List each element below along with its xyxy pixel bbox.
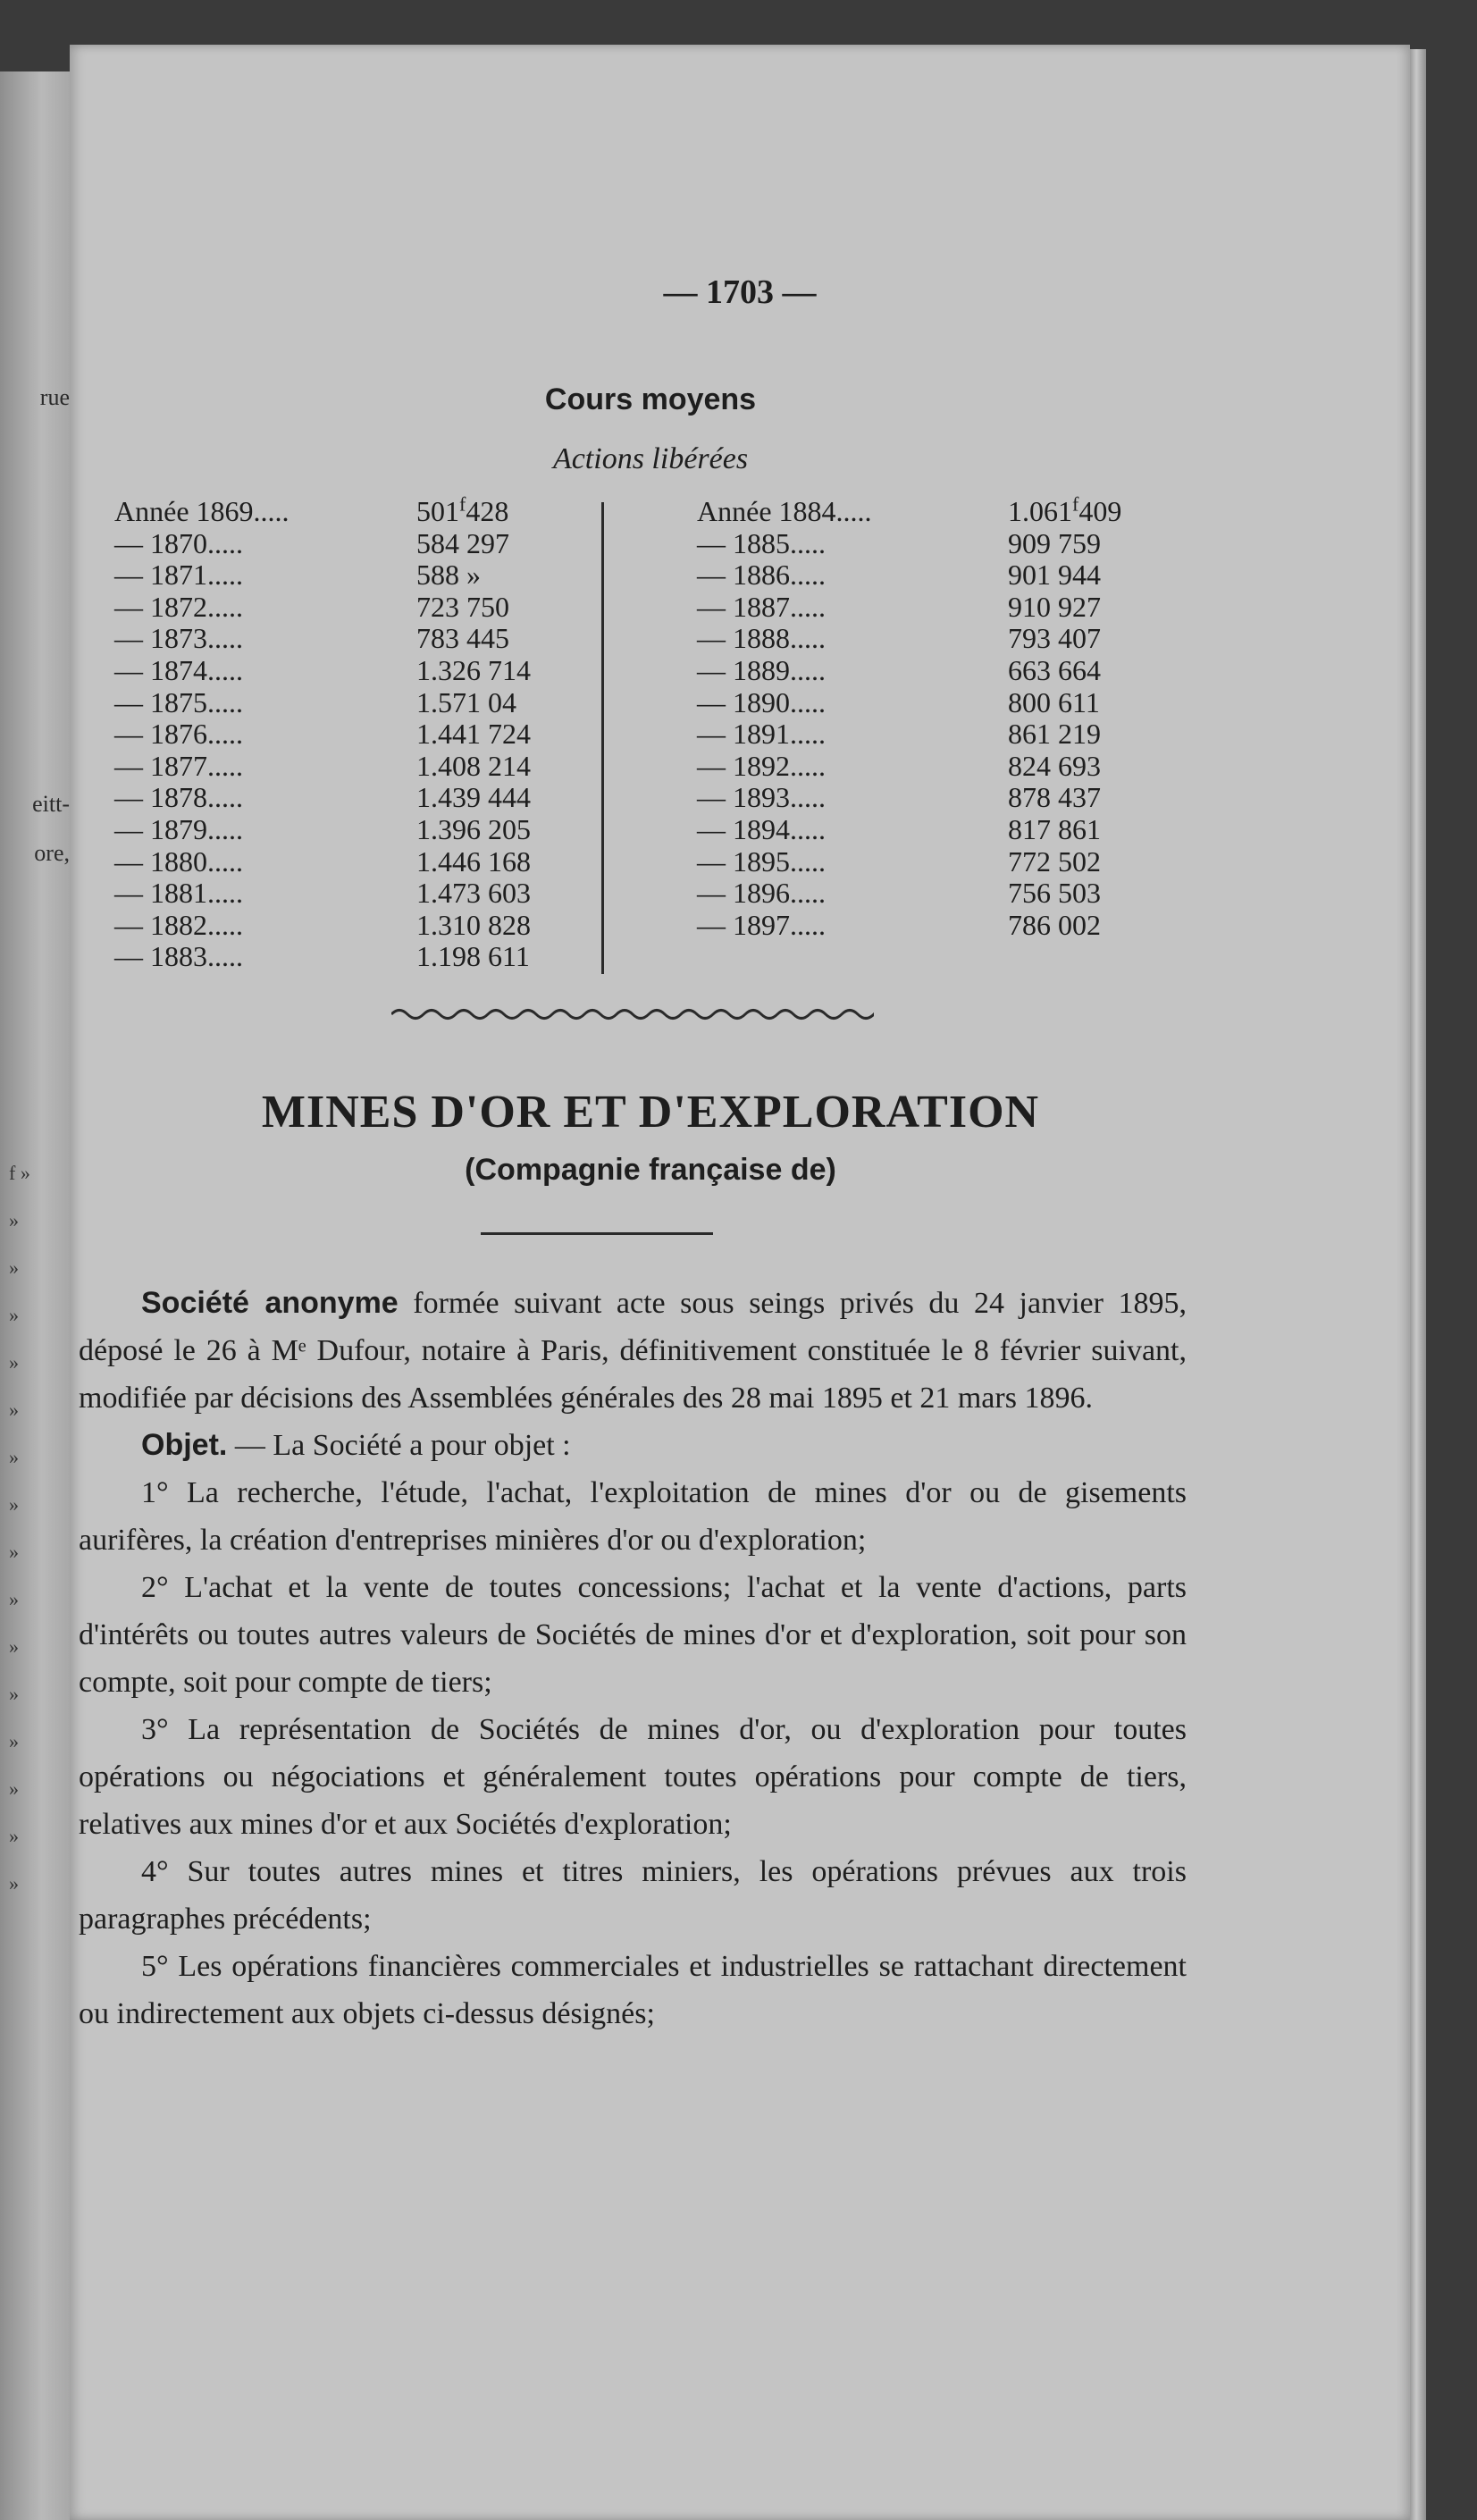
price-value <box>1008 782 1101 814</box>
year-label: Année 1884..... <box>697 495 872 527</box>
price-main: 793 407 <box>1008 622 1101 655</box>
paragraph: 3° La représentation de Sociétés de mines d'or, ou d'exploration pour toutes opérations ou négociations et généralement toutes opérations pour compte de tiers, relatives aux mines d'or et aux Sociétés d'exploration; <box>79 1713 1187 1841</box>
paragraph: 5° Les opérations financières commerciales et industrielles se rattachant directement ou indirectement aux objets ci-dessus désignés; <box>79 1950 1187 2030</box>
paragraph: 4° Sur toutes autres mines et titres miniers, les opérations prévues aux trois paragraphes précédents; <box>79 1855 1187 1936</box>
paragraph-lead: Objet. <box>141 1428 228 1462</box>
adjacent-page-tick: » <box>9 1588 19 1610</box>
year-label: — 1892..... <box>697 749 826 782</box>
adjacent-page-tick: » <box>9 1399 19 1421</box>
price-row <box>697 492 1251 528</box>
price-cents: 409 <box>1078 495 1122 527</box>
price-value <box>416 655 531 687</box>
adjacent-page-fragment: ore, <box>34 840 70 866</box>
price-main: 817 861 <box>1008 812 1101 845</box>
price-main: 584 297 <box>416 526 509 559</box>
price-row <box>114 941 615 973</box>
price-cents: 428 <box>466 495 509 527</box>
adjacent-page-tick: » <box>9 1446 19 1468</box>
price-value <box>1008 846 1101 878</box>
adjacent-page-tick: » <box>9 1209 19 1231</box>
body-text <box>79 1280 1187 2037</box>
adjacent-page-tick: » <box>9 1825 19 1847</box>
year-label: — 1873..... <box>114 622 243 655</box>
price-value <box>1008 878 1101 910</box>
price-row <box>114 751 615 783</box>
price-value <box>1008 528 1101 560</box>
price-row <box>114 592 615 624</box>
year-label: — 1888..... <box>697 622 826 655</box>
year-label: — 1880..... <box>114 844 243 878</box>
price-row <box>697 687 1251 719</box>
paragraph <box>79 1422 1187 1469</box>
price-row <box>114 878 615 910</box>
price-value <box>1008 687 1100 719</box>
adjacent-page-tick: » <box>9 1256 19 1279</box>
year-label: — 1885..... <box>697 526 826 559</box>
price-row <box>697 623 1251 655</box>
price-main: 783 445 <box>416 622 509 655</box>
price-value <box>416 623 509 655</box>
year-label: — 1893..... <box>697 781 826 814</box>
adjacent-page-tick: » <box>9 1730 19 1752</box>
price-main: 1.310 828 <box>416 908 531 941</box>
price-row <box>697 718 1251 751</box>
year-label: — 1887..... <box>697 590 826 623</box>
price-row <box>114 687 615 719</box>
price-main: 878 437 <box>1008 781 1101 814</box>
price-value <box>1008 492 1122 528</box>
price-value <box>1008 559 1101 592</box>
year-label: — 1875..... <box>114 685 243 718</box>
price-value <box>1008 592 1101 624</box>
price-main: 1.473 603 <box>416 877 531 910</box>
adjacent-page-tick: » <box>9 1777 19 1800</box>
year-label: — 1871..... <box>114 559 243 592</box>
price-row <box>114 718 615 751</box>
price-value <box>416 559 481 592</box>
adjacent-page-fragment: rue <box>39 384 70 410</box>
price-value <box>416 718 531 751</box>
year-label: — 1894..... <box>697 812 826 845</box>
price-value <box>1008 718 1101 751</box>
price-main: 824 693 <box>1008 749 1101 782</box>
year-label: — 1896..... <box>697 877 826 910</box>
year-label: — 1876..... <box>114 718 243 751</box>
price-value <box>416 814 531 846</box>
price-value <box>416 751 531 783</box>
year-label: — 1897..... <box>697 908 826 941</box>
price-value <box>416 592 509 624</box>
price-row <box>114 492 615 528</box>
price-value <box>416 528 509 560</box>
paragraph-text: — La Société a pour objet : <box>227 1429 571 1462</box>
price-row <box>697 751 1251 783</box>
price-row <box>114 559 615 592</box>
column-divider <box>601 502 604 974</box>
price-main: 786 002 <box>1008 908 1101 941</box>
paragraph: 1° La recherche, l'étude, l'achat, l'exploitation de mines d'or ou de gisements aurifères, la création d'entreprises minières d'or ou d'exploration; <box>79 1476 1187 1557</box>
adjacent-page-tick: » <box>9 1351 19 1373</box>
year-label: — 1872..... <box>114 590 243 623</box>
price-main: 772 502 <box>1008 844 1101 878</box>
price-row <box>114 528 615 560</box>
section-title: MINES D'OR ET D'EXPLORATION <box>261 1087 1040 1138</box>
price-row <box>114 846 615 878</box>
adjacent-page-tick: » <box>9 1635 19 1658</box>
price-main: 756 503 <box>1008 877 1101 910</box>
price-row <box>114 782 615 814</box>
price-value <box>416 878 531 910</box>
price-row <box>114 623 615 655</box>
price-value <box>416 910 531 942</box>
price-row <box>697 528 1251 560</box>
price-main: 910 927 <box>1008 590 1101 623</box>
price-main: 501 <box>416 495 459 527</box>
paragraph: 2° L'achat et la vente de toutes concessions; l'achat et la vente d'actions, parts d'intérêts ou toutes autres valeurs de Sociétés de mines d'or et d'exploration, soit pour son compte, soit pour compte de tiers; <box>79 1571 1187 1699</box>
price-value <box>1008 910 1101 942</box>
price-value <box>1008 623 1101 655</box>
adjacent-page-strip <box>0 71 70 2520</box>
year-label: — 1882..... <box>114 908 243 941</box>
page-number: — 1703 — <box>663 273 817 311</box>
price-row <box>697 910 1251 942</box>
year-label: — 1889..... <box>697 653 826 686</box>
section-subtitle: (Compagnie française de) <box>465 1153 836 1187</box>
price-value <box>416 687 516 719</box>
price-value <box>1008 655 1101 687</box>
price-value <box>416 941 530 973</box>
price-row <box>697 814 1251 846</box>
year-label: — 1879..... <box>114 812 243 845</box>
price-main: 861 219 <box>1008 718 1101 751</box>
adjacent-page-fragment: eitt- <box>32 791 70 817</box>
price-main: 800 611 <box>1008 685 1100 718</box>
title-rule <box>481 1232 713 1235</box>
price-main: 663 664 <box>1008 653 1101 686</box>
year-label: — 1881..... <box>114 877 243 910</box>
wavy-separator <box>391 1001 874 1028</box>
price-row <box>697 782 1251 814</box>
price-value <box>416 782 531 814</box>
price-column-left <box>114 492 615 973</box>
price-main: 1.396 205 <box>416 812 531 845</box>
adjacent-page-tick: » <box>9 1304 19 1326</box>
year-label: — 1891..... <box>697 718 826 751</box>
table-title: Cours moyens <box>544 382 757 416</box>
price-main: 1.408 214 <box>416 749 531 782</box>
franc-unit: f <box>1072 492 1079 516</box>
price-main: 1.326 714 <box>416 653 531 686</box>
year-label: — 1890..... <box>697 685 826 718</box>
price-column-right <box>697 492 1251 941</box>
adjacent-page-tick: f » <box>9 1162 30 1184</box>
year-label: — 1878..... <box>114 781 243 814</box>
price-main: 1.441 724 <box>416 718 531 751</box>
price-main: 901 944 <box>1008 559 1101 592</box>
price-value <box>1008 814 1101 846</box>
adjacent-page-tick: » <box>9 1493 19 1516</box>
price-main: 1.439 444 <box>416 781 531 814</box>
price-row <box>697 592 1251 624</box>
price-row <box>114 814 615 846</box>
price-main: 1.061 <box>1008 495 1072 527</box>
price-value <box>416 846 531 878</box>
paragraph-text: formée suivant acte sous seings privés du 24 janvier 1895, déposé le 26 à Mᵉ Dufour, notaire à Paris, définitivement constituée le 8 février suivant, modifiée par décisions des Assemblées générales des 28 mai 1895 et 21 mars 1896. <box>79 1287 1187 1415</box>
price-row <box>114 655 615 687</box>
adjacent-page-tick: » <box>9 1872 19 1894</box>
franc-unit: f <box>459 492 466 516</box>
year-label: — 1886..... <box>697 559 826 592</box>
price-main: 909 759 <box>1008 526 1101 559</box>
price-row <box>697 559 1251 592</box>
page-edge <box>1410 49 1426 2520</box>
price-value <box>416 492 509 528</box>
adjacent-page-tick: » <box>9 1683 19 1705</box>
price-row <box>697 846 1251 878</box>
year-label: — 1877..... <box>114 749 243 782</box>
year-label: — 1883..... <box>114 940 243 973</box>
price-main: 1.571 04 <box>416 685 516 718</box>
year-label: Année 1869..... <box>114 495 290 527</box>
paragraph <box>79 1280 1187 1422</box>
paragraph-lead: Société anonyme <box>141 1286 399 1320</box>
year-label: — 1874..... <box>114 653 243 686</box>
price-main: 723 750 <box>416 590 509 623</box>
price-main: 1.198 611 <box>416 940 530 973</box>
price-row <box>697 878 1251 910</box>
adjacent-page-tick: » <box>9 1541 19 1563</box>
price-main: 588 » <box>416 559 481 592</box>
book-page <box>70 45 1410 2520</box>
price-main: 1.446 168 <box>416 844 531 878</box>
year-label: — 1895..... <box>697 844 826 878</box>
price-row <box>114 910 615 942</box>
price-value <box>1008 751 1101 783</box>
table-subtitle: Actions libérées <box>552 442 749 475</box>
price-row <box>697 655 1251 687</box>
year-label: — 1870..... <box>114 526 243 559</box>
